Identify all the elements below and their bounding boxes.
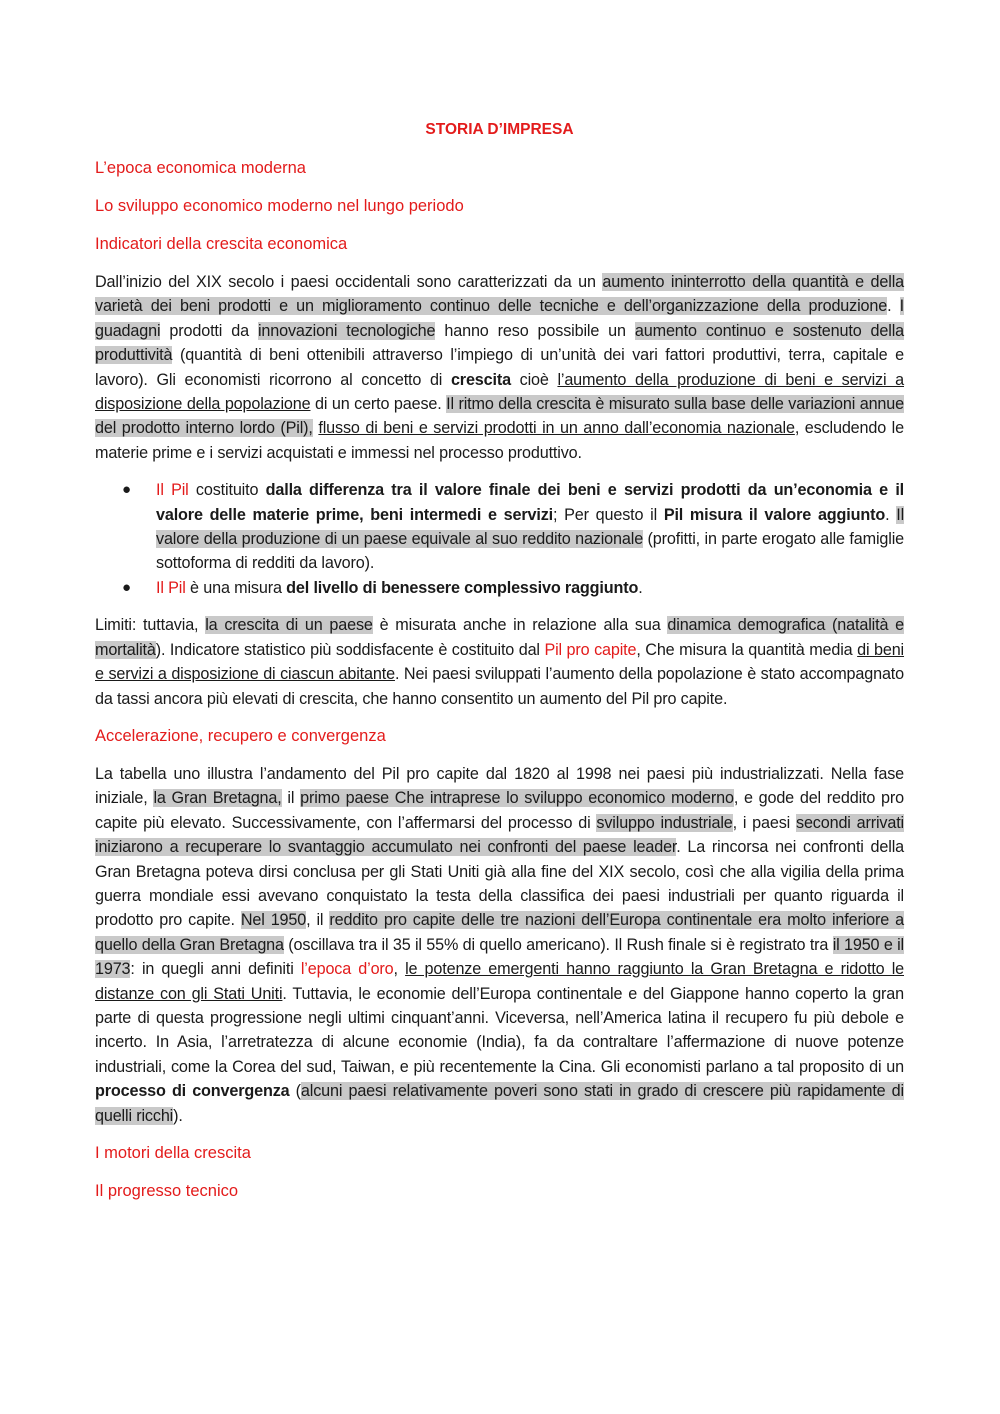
underlined-text: flusso di beni e servizi prodotti in un anno dall’economia nazionale <box>318 419 795 438</box>
highlighted-text: Il valore della produzione di un paese equivale al suo reddito nazionale <box>156 505 905 549</box>
text-span: (oscillava tra il 35 il 55% di quello americano). Il Rush finale si è registrato tra <box>283 935 833 954</box>
bullet-list <box>95 478 904 600</box>
text-span: . Tuttavia, le economie dell’Europa continentale e del Giappone hanno coperto la gran parte di questa progressione negli ultimi cinquant’anni. Viceversa, nell’America latina il recupero fu più debole e incerto. In Asia, l’arretratezza di alcune economie (India), fa da contraltare l’affermazione di nuove potenze industriali, come la Corea del sud, Taiwan, e più recentemente la Cina. Gli economisti parlano a tal proposito di un <box>95 984 905 1076</box>
section-heading-accelerazione: Accelerazione, recupero e convergenza <box>95 726 386 745</box>
text-span: . La rincorsa nei confronti della Gran Bretagna poteva dirsi conclusa per gli Stati Uniti già alla fine del XIX secolo, così che alla vigilia della prima guerra mondiale essi avevano conquistato la testa della classifica dei paesi industriali per quanto riguarda il prodotto pro capite. <box>95 838 904 930</box>
section-heading-epoca: L’epoca economica moderna <box>95 159 306 177</box>
section-heading-sviluppo: Lo sviluppo economico moderno nel lungo periodo <box>95 197 464 215</box>
red-text: Pil pro capite <box>544 640 637 659</box>
bold-text: Pil misura il valore aggiunto <box>663 505 886 524</box>
section-heading-progresso: Il progresso tecnico <box>95 1182 239 1200</box>
text-span: è una misura <box>185 578 287 597</box>
bold-text: del livello di benessere complessivo raggiunto <box>286 578 639 597</box>
bullet-icon: ● <box>122 481 131 499</box>
highlighted-text: aumento ininterrotto della quantità e della varietà dei beni prodotti e un miglioramento continuo delle tecniche e dell’organizzazione della produzione <box>95 273 905 316</box>
red-text: Il Pil <box>156 481 189 500</box>
text-span: è misurata anche in relazione alla sua <box>372 616 668 635</box>
highlighted-text: I guadagni <box>95 297 904 340</box>
text-span: costituito <box>188 481 266 500</box>
text-span: ). <box>173 1106 183 1125</box>
text-span: . Nei paesi sviluppati l’aumento della popolazione è stato accompagnato da tassi ancora più elevati di crescita, che hanno consentito un aumento del Pil pro capite. <box>95 665 904 708</box>
text-span: , <box>393 960 406 979</box>
text-span: . <box>885 505 897 524</box>
text-span: ; Per questo il <box>553 505 664 524</box>
text-span: . <box>638 578 643 597</box>
text-span: il <box>281 789 301 808</box>
bullet-icon: ● <box>122 578 131 596</box>
highlighted-text: il 1950 e il 1973 <box>95 935 904 979</box>
highlighted-text: reddito pro capite delle tre nazioni dell’Europa continentale era molto inferiore a quello della Gran Bretagna <box>95 911 904 954</box>
text-span: , e gode del reddito pro capite più elevato. Successivamente, con l’affermarsi del processo di <box>95 789 904 832</box>
list-item <box>95 478 904 576</box>
text-span: La tabella uno illustra l’andamento del Pil pro capite dal 1820 al 1998 nei paesi più industrializzati. Nella fase iniziale, <box>95 764 904 808</box>
bold-text: crescita <box>450 370 511 389</box>
text-span: di un certo paese. <box>310 395 447 414</box>
text-span: . <box>887 297 900 316</box>
text-span: , i paesi <box>732 813 796 832</box>
highlighted-text: la crescita di un paese <box>205 616 373 635</box>
highlighted-text: secondi arrivati iniziarono a recuperare lo svantaggio accumulato nei confronti del paese leader <box>95 813 904 857</box>
paragraph-crescita <box>95 270 904 465</box>
paragraph-limiti <box>95 613 904 711</box>
text-span: Limiti: tuttavia, <box>95 616 206 635</box>
text-span: ). Indicatore statistico più soddisfacente è costituito dal <box>155 640 545 659</box>
underlined-text: le potenze emergenti hanno raggiunto la Gran Bretagna e ridotto le distanze con gli Stati Uniti <box>95 960 904 1003</box>
text-span: ( <box>289 1082 301 1101</box>
list-item <box>95 576 904 600</box>
bold-text: processo di convergenza <box>95 1082 290 1101</box>
highlighted-text: primo paese Che intraprese lo sviluppo economico moderno <box>300 789 734 808</box>
section-heading-motori: I motori della crescita <box>95 1144 251 1162</box>
text-span: : in quegli anni definiti <box>130 960 301 979</box>
underlined-text: l’aumento della produzione di beni e servizi a disposizione della popolazione <box>95 370 904 414</box>
red-text: l’epoca d’oro <box>300 960 394 979</box>
text-span: (profitti, in parte erogato alle famiglie sottoforma di redditi da lavoro). <box>156 530 904 573</box>
underlined-text: di beni e servizi a disposizione di ciascun abitante <box>95 640 905 684</box>
highlighted-text: la Gran Bretagna, <box>153 789 282 808</box>
highlighted-text: dinamica demografica (natalità e mortalità <box>95 616 904 659</box>
text-span: , Che misura la quantità media <box>636 640 858 659</box>
highlighted-text: sviluppo industriale <box>596 813 733 832</box>
highlighted-text: alcuni paesi relativamente poveri sono stati in grado di crescere più rapidamente di quelli ricchi <box>95 1082 904 1125</box>
text-span: (quantità di beni ottenibili attraverso l’impiego di un’unità dei vari fattori produttivi, terra, capitale e lavoro). Gli economisti ricorrono al concetto di <box>95 346 904 389</box>
text-span: prodotti da <box>160 321 258 340</box>
text-span: , il <box>306 911 330 930</box>
highlighted-text: Nel 1950 <box>240 911 307 930</box>
highlighted-text: innovazioni tecnologiche <box>257 321 436 340</box>
highlighted-text: Il ritmo della crescita è misurato sulla base delle variazioni annue del prodotto interno lordo (Pil), <box>95 395 904 438</box>
text-span: hanno reso possibile un <box>435 321 635 340</box>
section-heading-indicatori: Indicatori della crescita economica <box>95 235 348 253</box>
document-title: STORIA D’IMPRESA <box>425 121 574 138</box>
paragraph-convergenza <box>95 762 904 1128</box>
text-span: Dall’inizio del XIX secolo i paesi occidentali sono caratterizzati da un <box>95 273 603 291</box>
text-span: cioè <box>510 370 558 389</box>
highlighted-text: aumento continuo e sostenuto della produttività <box>95 321 905 365</box>
bold-text: dalla differenza tra il valore finale dei beni e servizi prodotti da un’economia e il valore delle materie prime, beni intermedi e servizi <box>156 481 905 524</box>
red-text: Il Pil <box>156 578 186 597</box>
text-span: , escludendo le materie prime e i servizi acquistati e immessi nel processo produttivo. <box>95 419 904 462</box>
